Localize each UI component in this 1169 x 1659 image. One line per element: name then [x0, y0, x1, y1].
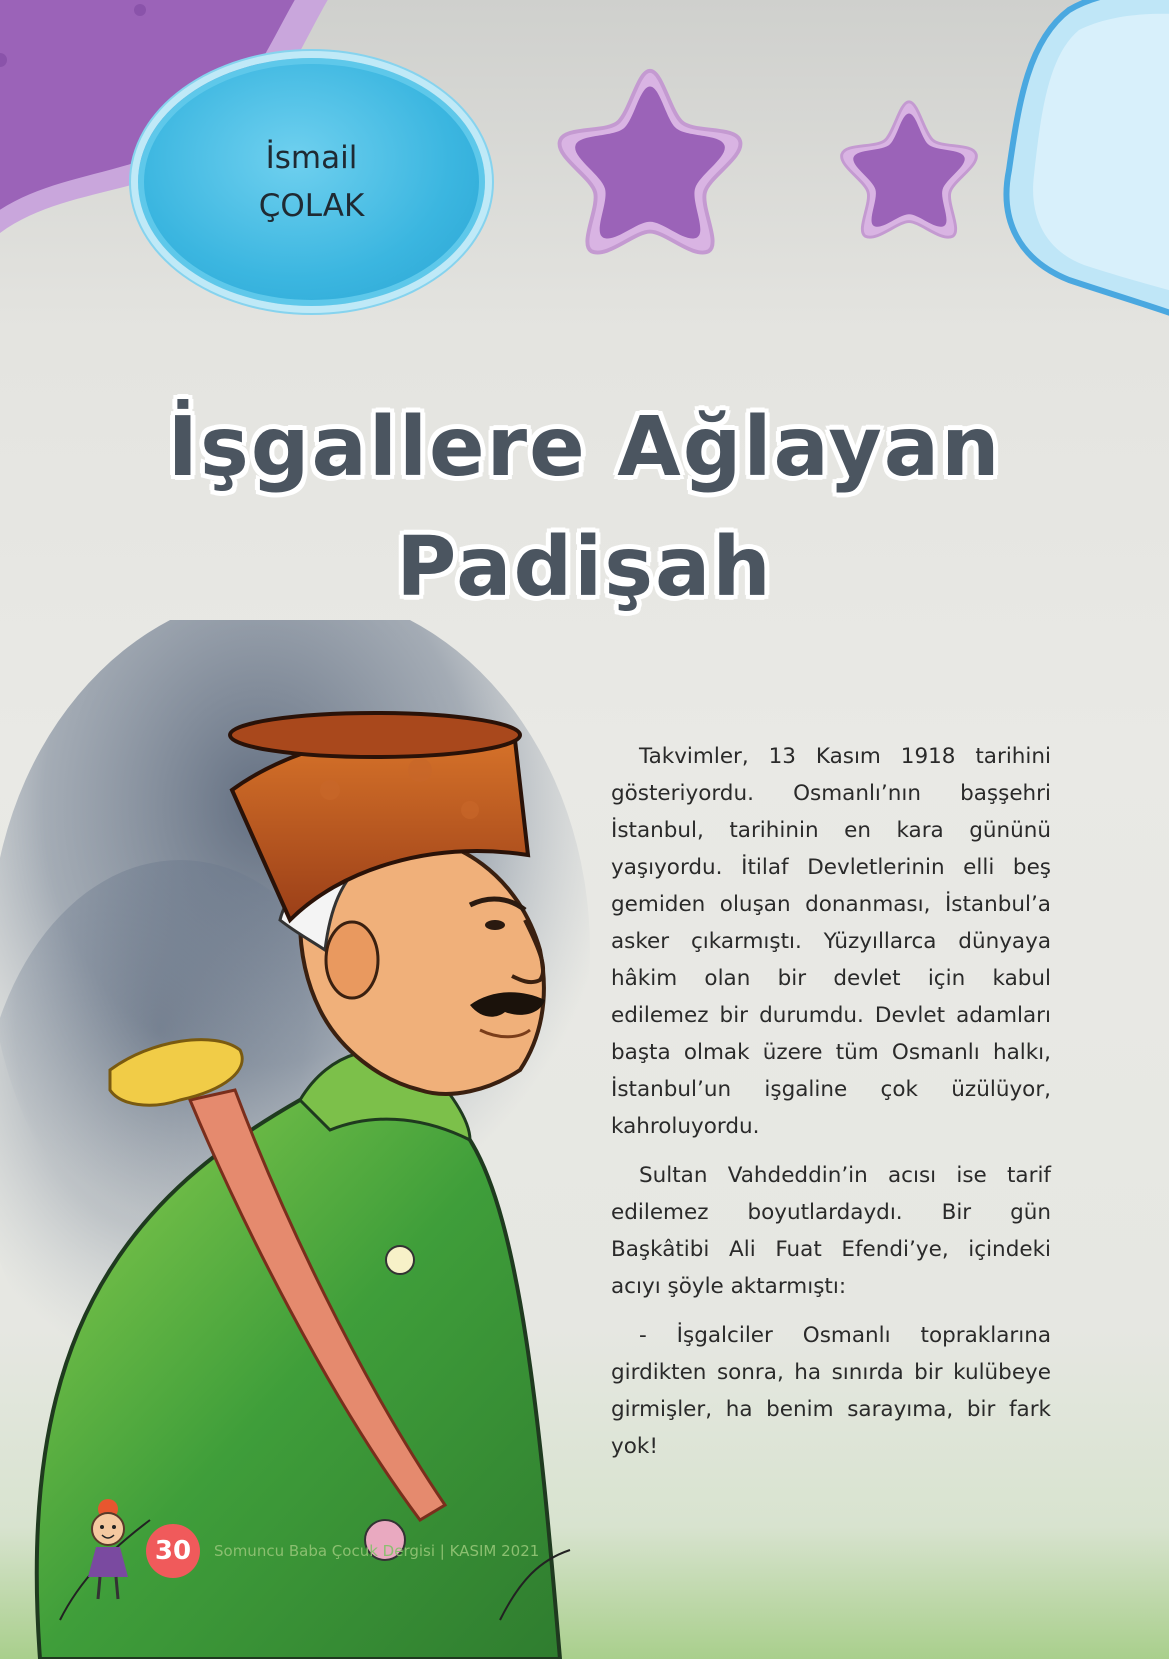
blue-blob-decoration	[979, 0, 1169, 360]
girl-mascot-icon	[78, 1495, 138, 1605]
star-decoration	[552, 56, 748, 266]
magazine-footer-text: Somuncu Baba Çocuk Dergisi | KASIM 2021	[214, 1542, 540, 1560]
article-body	[611, 738, 1051, 1477]
star-decoration	[836, 90, 982, 248]
article-paragraph: Takvimler, 13 Kasım 1918 tarihini gösteriyordu. Osmanlı’nın başşehri İstanbul, tarihinin en kara gününü yaşıyordu. İtilaf Devletlerinin elli beş gemiden oluşan donanması, İstanbul’a asker çıkarmıştı. Yüzyıllarca dünyaya hâkim olan bir devlet için kabul edilemez bir durumdu. Devlet adamları başta olmak üzere tüm Osmanlı halkı, İstanbul’un işgaline çok üzülüyor, kahroluyordu.	[611, 744, 1051, 1139]
author-first-name: İsmail	[265, 140, 358, 176]
author-badge	[138, 58, 485, 306]
article-paragraph: Sultan Vahdeddin’in acısı ise tarif edilemez boyutlardaydı. Bir gün Başkâtibi Ali Fuat Efendi’ye, içindeki acıyı şöyle aktarmıştı:	[611, 1163, 1051, 1299]
article-title-line-1: İşgallere Ağlayan	[167, 400, 1002, 495]
author-last-name: ÇOLAK	[258, 188, 365, 224]
article-paragraph: - İşgalciler Osmanlı topraklarına girdikten sonra, ha sınırda bir kulübeye girmişler, ha benim sarayıma, bir fark yok!	[611, 1323, 1051, 1459]
page-number-badge: 30	[146, 1524, 200, 1578]
article-title-line-2: Padişah	[396, 520, 773, 615]
